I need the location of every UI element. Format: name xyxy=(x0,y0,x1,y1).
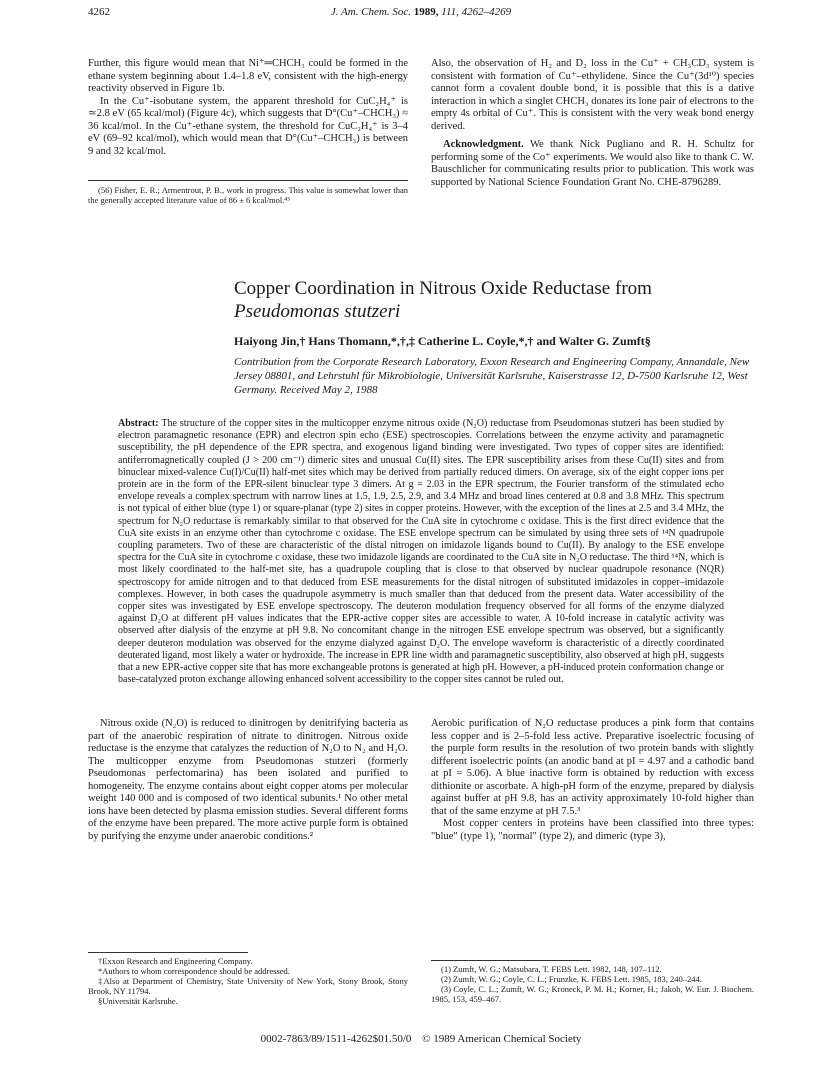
prev-footnote-block xyxy=(88,180,408,205)
affiliation: Contribution from the Corporate Research Laboratory, Exxon Research and Engineering Company, Annandale, New Jersey 08801, and Lehrstuhl für Mikrobiologie, Universität Karlsruhe, Kaiserstrasse 12, D-7500 Karlsruhe 12, West Germany. Received May 2, 1988 xyxy=(234,356,750,396)
footnote-item: *Authors to whom correspondence should be addressed. xyxy=(98,966,290,976)
footnote-divider xyxy=(431,960,591,961)
footnote-divider xyxy=(88,180,408,181)
title-line-2: Pseudomonas stutzeri xyxy=(234,301,401,322)
acknowledgment-text: We thank Nick Pugliano and R. H. Schultz for performing some of the Co⁺ experiments. We would also like to thank C. W. Bauschlicher for communicating results prior to publication. This work was supported by National Science Foundation Grant No. CHE-8796289. xyxy=(431,139,755,188)
prev-article-left-column xyxy=(88,58,408,158)
journal-volume-pages: 111, 4262–4269 xyxy=(441,6,512,18)
abstract xyxy=(118,418,724,686)
page-footer xyxy=(88,1033,754,1045)
journal-citation xyxy=(88,6,754,18)
footnote-item: §Universität Karlsruhe. xyxy=(98,996,178,1006)
footnote-item: †Exxon Research and Engineering Company. xyxy=(98,956,253,966)
article-title xyxy=(234,277,714,323)
journal-year: 1989, xyxy=(413,6,439,18)
prev-article-right-column xyxy=(431,58,754,189)
copyright: © 1989 American Chemical Society xyxy=(422,1033,582,1045)
prev-paragraph: In the Cu⁺-isobutane system, the apparent threshold for CuC₂H₄⁺ is ≃2.8 eV (65 kcal/mol) (Figure 4c), which suggests that D°(Cu⁺–CHCH₃) ≈ 36 kcal/mol. In the Cu⁺-ethane system, the threshold for CuC₂H₄⁺ is 3–4 eV (69–92 kcal/mol), which would mean that D°(Cu⁺–CHCH₃) is between 9 and 32 kcal/mol. xyxy=(88,95,408,157)
journal-name: J. Am. Chem. Soc. xyxy=(330,6,412,18)
acknowledgment-label: Acknowledgment. xyxy=(443,139,524,150)
prev-paragraph: Further, this figure would mean that Ni⁺═CHCH₃ could be formed in the ethane system beginning about 1.4–1.8 eV, consistent with the high-energy reactivity observed in Figure 1b. xyxy=(88,58,408,94)
reference-item: (3) Coyle, C. L.; Zumft, W. G.; Kroneck, P. M. H.; Korner, H.; Jakob, W. Eur. J. Biochem. 1985, 153, 459–467. xyxy=(431,984,754,1004)
body-paragraph: Most copper centers in proteins have been classified into three types: "blue" (type 1), "normal" (type 2), and dimeric (type 3), xyxy=(431,818,754,842)
author-list: Haiyong Jin,† Hans Thomann,*,†,‡ Catherine L. Coyle,*,† and Walter G. Zumft§ xyxy=(234,334,651,348)
footnote-divider xyxy=(88,952,248,953)
abstract-text: The structure of the copper sites in the multicopper enzyme nitrous oxide (N₂O) reductase from Pseudomonas stutzeri has been studied by electron paramagnetic resonance (EPR) and electron spin echo (ESE) spectroscopies. Correlations between the enzyme activity and paramagnetic susceptibility, the pH dependence of the EPR spectra, and exogenous ligand binding were investigated. Two types of copper sites are identified: antiferromagnetically coupled (J > 200 cm⁻¹) dimeric sites and unusual Cu(II) sites. The EPR susceptibility arises from these Cu(II) sites and from binuclear mixed-valence Cu(I)/Cu(II) half-met sites which may be derived from partially reduced dimers. On average, six of the eight copper ions per protein are in the form of the EPR-silent binuclear type 3 dimers. At g = 2.03 in the EPR spectrum, the Fourier transform of the stimulated echo envelope reveals a complex spectrum with narrow lines at 1.5, 1.9, 2.5, 2.9, and 3.4 MHz and broad lines centered at 0.8 and 3.8 MHz. This spectrum is not typical of either blue (type 1) or square-planar (type 2) sites in copper proteins. However, with the exception of the lines at 2.5 and 3.4 MHz, the spectrum for N₂O reductase is remarkably similar to that observed for the CuA site in cytochrome c oxidase. This is the first direct evidence that the CuA site exists in an enzyme other than cytochrome c oxidase. The ESE envelope spectrum can be simulated by using three sets of ¹⁴N quadrupole coupling parameters. Two of these are characteristic of the distal nitrogen on imidazole ligands bound to Cu(II). By analogy to the ESE envelope spectra for the CuA site in cytochrome c oxidase, these two imidazole ligands are coordinated to the CuA site in N₂O reductase. The third ¹⁴N, which is most likely coordinated to the half-met site, has a quadrupole coupling that is close to that observed by nuclear quadrupole resonance (NQR) spectroscopy for amide nitrogen and to that deduced from ESE measurements for the distal nitrogen of substituted imidazoles in copper–imidazole complexes. However, in both cases the quadrupole asymmetry is much smaller than that deduced from the present data. Water accessibility of the copper sites was investigated by ESE envelope spectroscopy. The deuteron modulation frequency observed for all forms of the enzyme dialyzed against D₂O at different pH values indicates that the EPR-active copper sites are accessible to water. A 10-fold increase in catalytic activity was observed after dialysis of the enzyme at pH 9.8. No concomitant change in the nitrogen ESE envelope spectrum was observed, but a significantly deeper deuteron modulation was observed for the enzyme dialyzed against D₂O. The envelope waveform is characteristic of a directly coordinated deuterated ligand, most likely a water or hydroxide. The increase in EPR line width and paramagnetic susceptibility, also observed at high pH, suggests that a new EPR-active copper site that has more exchangeable protons is generated at high pH. However, a pH-induced protein conformation change or base-catalyzed proton exchange allowing enhanced solvent accessibility to the copper sites cannot be ruled out. xyxy=(118,418,724,686)
acknowledgment xyxy=(431,139,754,189)
running-header xyxy=(88,6,754,22)
abstract-label: Abstract: xyxy=(118,418,159,429)
body-left-column xyxy=(88,718,408,843)
reference-item: (1) Zumft, W. G.; Matsubara, T. FEBS Lett. 1982, 148, 107–112. xyxy=(441,964,662,974)
author-footnotes xyxy=(88,952,408,1006)
reference-item: (2) Zumft, W. G.; Coyle, C. L.; Frunzke, K. FEBS Lett. 1985, 183, 240–244. xyxy=(441,974,702,984)
body-paragraph: Aerobic purification of N₂O reductase produces a pink form that contains less copper and is 2–5-fold less active. Preparative isoelectric focusing of the purple form results in the resolution of two protein bands with slightly different isoelectric points (an anodic band at pI = 4.97 and a cathodic band at pI = 5.06). A blue inactive form is obtained by reduction with excess dithionite or ascorbate. A high-pH form of the enzyme, prepared by dialysis against buffer at pH 9.8, has an activity approximately 10-fold higher than that of the same enzyme at pH 7.5.³ xyxy=(431,718,754,817)
footnote-56: (56) Fisher, E. R.; Armentrout, P. B., work in progress. This value is somewhat lower than the generally accepted literature value of 86 ± 6 kcal/mol.⁴³ xyxy=(88,185,408,205)
body-paragraph: Nitrous oxide (N₂O) is reduced to dinitrogen by denitrifying bacteria as part of the anaerobic respiration of nitrate to dinitrogen. Nitrous oxide reductase is the enzyme that catalyzes the reduction of N₂O to N₂ and H₂O. The multicopper enzyme from Pseudomonas stutzeri (formerly Pseudomonas perfectomarina) has been isolated and purified to homogeneity. The enzyme contains about eight copper atoms per molecular weight 140 000 and is composed of two identical subunits.¹ No other metal ions have been detected by plasma emission studies. Several different forms of the enzyme have been prepared. The more active purple form is obtained by purifying the enzyme under anaerobic conditions.² xyxy=(88,718,408,842)
body-right-column xyxy=(431,718,754,843)
reference-footnotes xyxy=(431,960,754,1004)
page-number: 4262 xyxy=(88,6,110,18)
title-line-1: Copper Coordination in Nitrous Oxide Reductase from xyxy=(234,278,652,299)
issn-code: 0002-7863/89/1511-4262$01.50/0 xyxy=(260,1033,412,1045)
footnote-item: ‡Also at Department of Chemistry, State University of New York, Stony Brook, Stony Brook, NY 11794. xyxy=(88,976,408,996)
prev-paragraph: Also, the observation of H₂ and D₂ loss in the Cu⁺ + CH₃CD₃ system is consistent with formation of Cu⁺–ethylidene. Since the Cu⁺(3d¹⁰) species cannot form a covalent double bond, it is possible that this is a dative interaction in which a singlet CHCH₃ donates its lone pair of electrons to the empty 4s orbital of Cu⁺. This is consistent with the very weak bond energy derived. xyxy=(431,58,754,132)
